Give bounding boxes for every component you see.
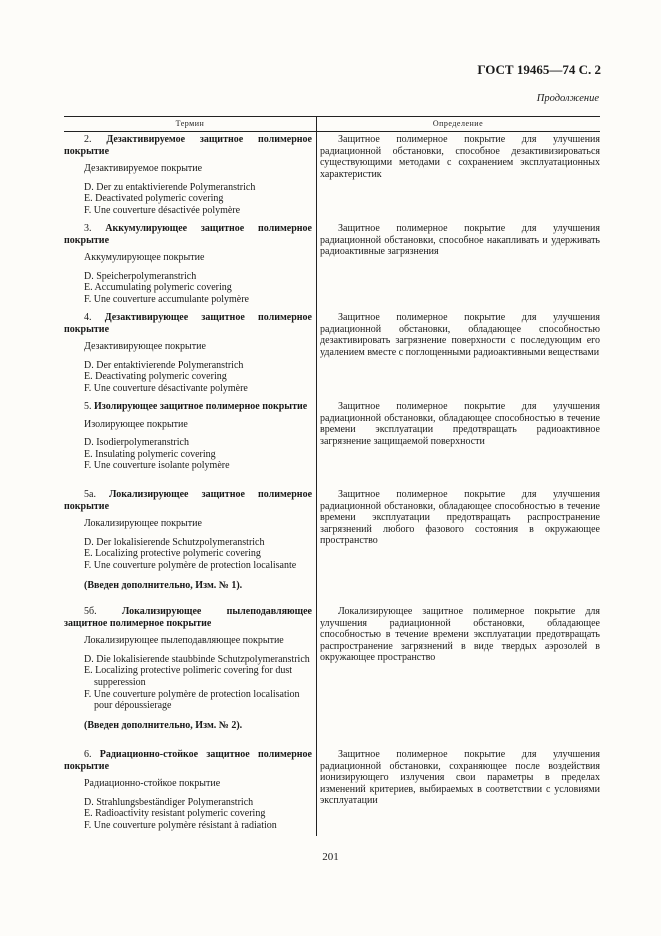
amendment-note: (Введен дополнительно, Изм. № 2). — [84, 719, 243, 731]
term-translations: D. Der zu entaktivierende Polymeranstrich E. Deactivated polymeric covering F. Une couverture désactivée polymère — [84, 181, 256, 216]
term-cell — [64, 134, 312, 217]
definition-cell: Защитное полимерное покрытие для улучшения радиационной обстановки, обладающее способностью в течение времени эксплуатации предотвращать радиоактивное загрязнение защищаемой поверхности — [320, 401, 600, 447]
term-title: 5а. Локализирующее защитное полимерное покрытие — [64, 489, 313, 512]
term-translations: D. Die lokalisierende staubbinde Schutzpolymeranstrich E. Localizing protective polimeric covering for dust supperession F. Une couverture polymère de protection localisation pour dépoussierage — [84, 653, 310, 712]
amendment-note: (Введен дополнительно, Изм. № 1). — [84, 579, 243, 591]
term-cell — [64, 749, 312, 832]
term-cell — [64, 401, 312, 472]
term-short-form: Локализирующее покрытие — [84, 518, 202, 530]
column-header-term: Термин — [175, 119, 205, 128]
term-short-form: Аккумулирующее покрытие — [84, 252, 205, 264]
term-short-form: Дезактивирующее покрытие — [84, 341, 206, 353]
term-short-form: Локализирующее пылеподавляющее покрытие — [84, 635, 284, 647]
term-translations: D. Der lokalisierende Schutzpolymeranstrich E. Localizing protective polymeric covering F. Une couverture polymère de protection localisante — [84, 536, 297, 571]
term-cell — [64, 312, 312, 395]
term-cell — [64, 606, 312, 731]
column-header-definition: Определение — [432, 119, 484, 128]
table-header — [64, 116, 600, 132]
term-title: 5. Изолирующее защитное полимерное покрытие — [84, 401, 308, 412]
term-short-form: Радиационно-стойкое покрытие — [84, 778, 221, 790]
term-cell — [64, 223, 312, 306]
definition-cell: Защитное полимерное покрытие для улучшения радиационной обстановки, обладающее способностью дезактивировать загрязнение поверхности с последующим его удалением вместе с поглощенными радиоактивными веществами — [320, 312, 600, 358]
column-divider — [316, 131, 317, 836]
definition-cell: Локализирующее защитное полимерное покрытие для улучшения радиационной обстановки, обладающее способностью в течение времени эксплуатации предотвращать распространение загрязнений в виде твердых аэрозолей в окружающее пространство — [320, 606, 600, 664]
definition-cell: Защитное полимерное покрытие для улучшения радиационной обстановки, способное накапливать и удерживать радиоактивные загрязнения — [320, 223, 600, 258]
definition-cell: Защитное полимерное покрытие для улучшения радиационной обстановки, обладающее способностью в течение времени эксплуатации предотвращать распространение загрязнений любого фазового состояния в окружающее пространство — [320, 489, 600, 547]
term-title: 2. Дезактивируемое защитное полимерное покрытие — [64, 134, 313, 157]
page-number: 201 — [322, 851, 339, 863]
term-translations: D. Isodierpolymeranstrich E. Insulating polymeric covering F. Une couverture isolante polymère — [84, 437, 230, 472]
term-cell — [64, 489, 312, 591]
definition-cell: Защитное полимерное покрытие для улучшения радиационной обстановки, сохраняющее после воздействия ионизирующего излучения свои параметры в пределах изменений критериев, выбираемых в соответствии с условиями эксплуатации — [320, 749, 600, 807]
definition-cell: Защитное полимерное покрытие для улучшения радиационной обстановки, способное дезактивизироваться существующими методами с сохранением эксплуатационных характеристик — [320, 134, 600, 180]
term-short-form: Изолирующее покрытие — [84, 418, 188, 430]
term-short-form: Дезактивируемое покрытие — [84, 163, 203, 175]
term-title: 4. Дезактивирующее защитное полимерное покрытие — [64, 312, 312, 335]
continuation-label: Продолжение — [536, 93, 599, 104]
term-translations: D. Der entaktivierende Polymeranstrich E. Deactivating polymeric covering F. Une couverture désactivante polymère — [84, 359, 248, 394]
term-title: 6. Радиационно-стойкое защитное полимерное покрытие — [64, 749, 312, 772]
term-title: 5б. Локализирующее пылеподавляющее защитное полимерное покрытие — [64, 606, 312, 629]
term-title: 3. Аккумулирующее защитное полимерное покрытие — [64, 223, 312, 246]
term-translations: D. Strahlungsbeständiger Polymeranstrich E. Radioactivity resistant polymeric covering F. Une couverture polymère résistant à radiation — [84, 796, 277, 831]
term-translations: D. Speicherpolymeranstrich E. Accumulating polymeric covering F. Une couverture accumulante polymère — [84, 270, 249, 305]
document-code: ГОСТ 19465—74 С. 2 — [477, 62, 601, 77]
